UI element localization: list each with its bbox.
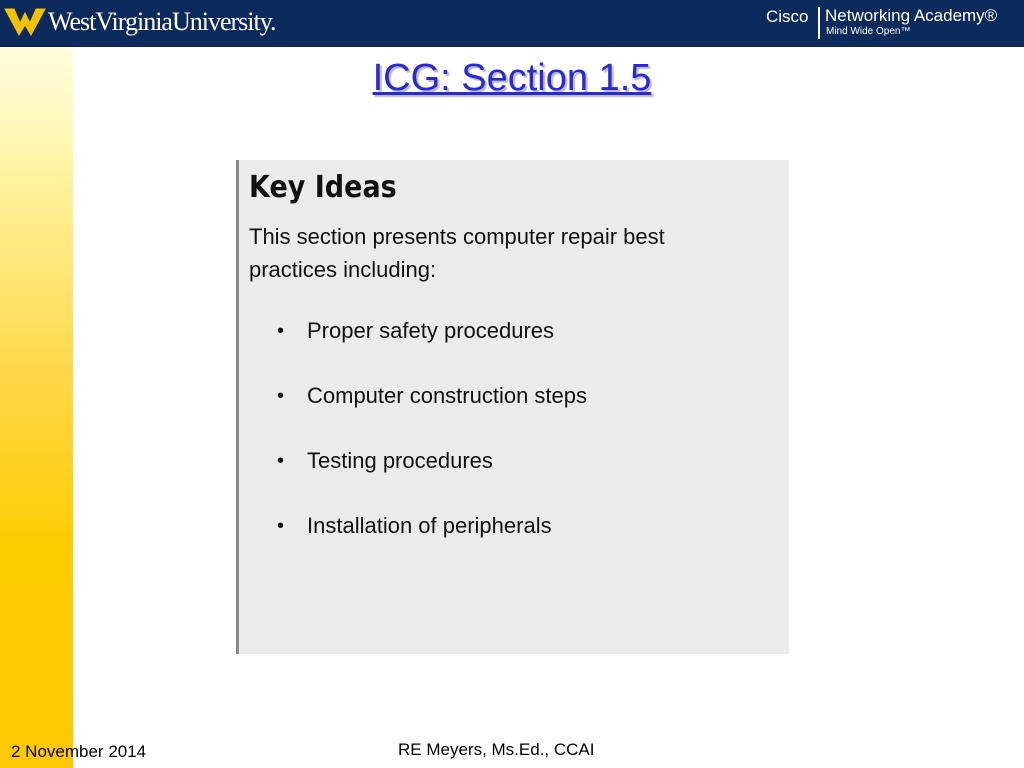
wvu-wordmark: WestVirginiaUniversity. <box>48 7 276 36</box>
list-item <box>275 511 587 576</box>
list-item <box>275 381 587 446</box>
cisco-wordmark: Cisco <box>766 7 809 26</box>
bullet-icon: • <box>277 385 285 407</box>
key-ideas-intro: This section presents computer repair best practices including: <box>249 224 665 282</box>
cisco-divider <box>818 7 820 39</box>
header-banner <box>0 0 1024 47</box>
slide-title[interactable]: ICG: Section 1.5 <box>372 57 652 99</box>
key-ideas-heading: Key Ideas <box>249 170 397 205</box>
gold-sidebar <box>0 46 73 768</box>
key-ideas-list <box>275 316 587 576</box>
list-item-text: Installation of peripherals <box>307 513 552 538</box>
footer-date: 2 November 2014 <box>11 742 147 761</box>
wv-flying-logo-icon <box>4 5 46 39</box>
key-ideas-panel <box>236 160 789 654</box>
list-item-text: Computer construction steps <box>307 383 588 408</box>
mind-wide-open-tagline: Mind Wide Open™ <box>826 26 911 37</box>
list-item <box>275 316 587 381</box>
list-item <box>275 446 587 511</box>
list-item-text: Testing procedures <box>307 448 493 473</box>
footer-author: RE Meyers, Ms.Ed., CCAI <box>398 740 595 759</box>
bullet-icon: • <box>277 450 285 472</box>
bullet-icon: • <box>277 320 285 342</box>
list-item-text: Proper safety procedures <box>307 318 555 343</box>
networking-academy-label: Networking Academy® <box>825 6 998 25</box>
bullet-icon: • <box>277 515 285 537</box>
